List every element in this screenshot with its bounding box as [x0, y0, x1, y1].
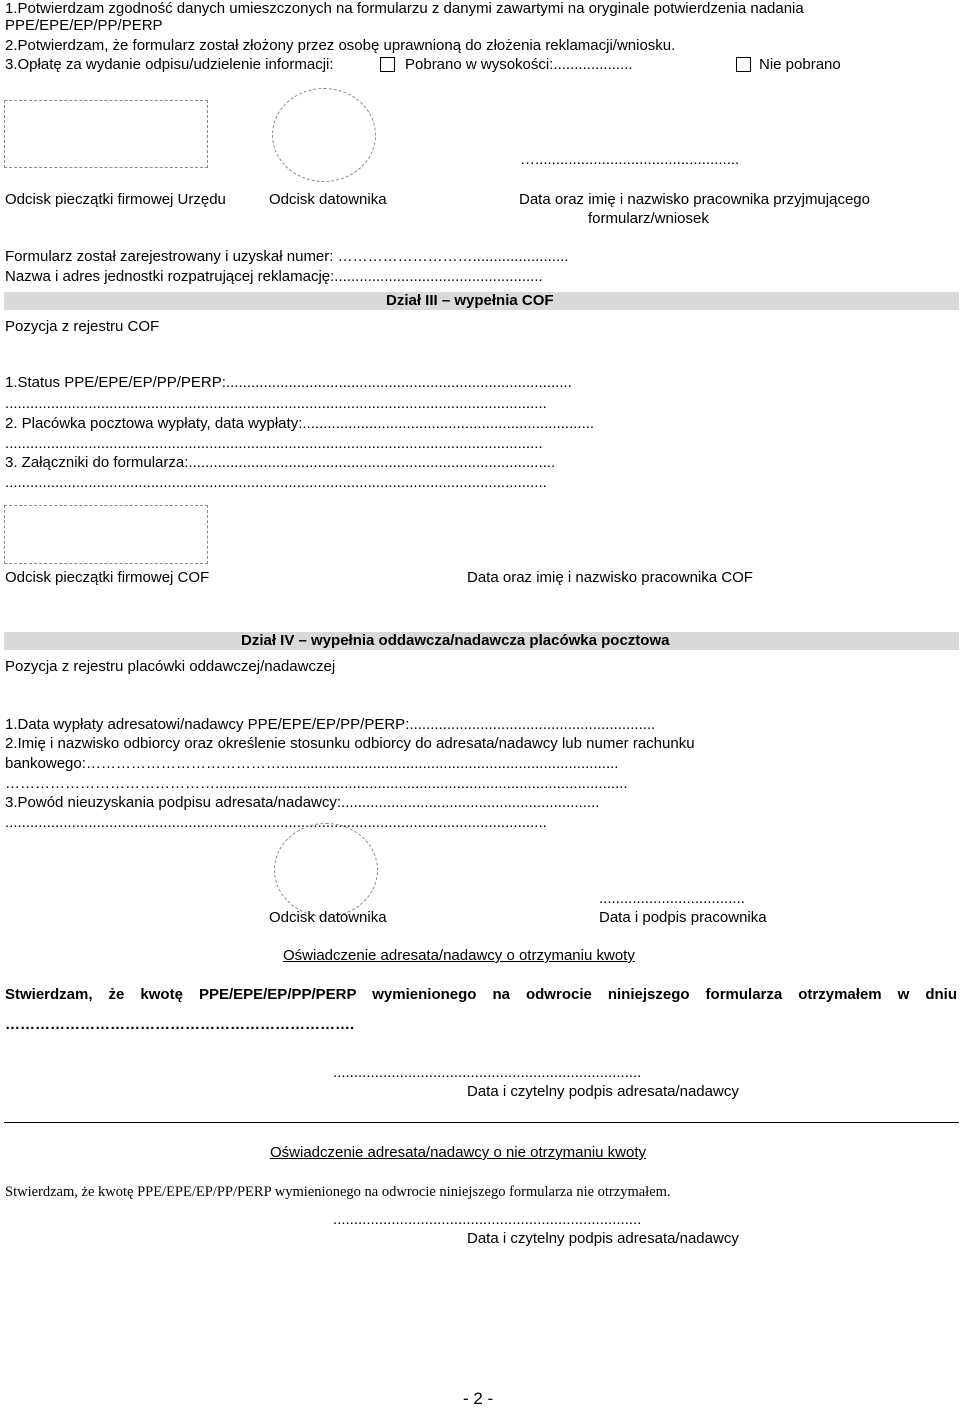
employee-sign-label: Data i podpis pracownika: [599, 909, 767, 926]
section-4-title: Dział IV – wypełnia oddawcza/nadawcza placówka pocztowa: [241, 632, 670, 649]
nonreceipt-sign-label: Data i czytelny podpis adresata/nadawcy: [467, 1230, 739, 1247]
no-signature-reason-cont[interactable]: ..................................................................................................................................: [5, 814, 547, 831]
payout-office-field[interactable]: 2. Placówka pocztowa wypłaty, data wypłaty:......................................................................: [5, 415, 595, 432]
receipt-sign-label: Data i czytelny podpis adresata/nadawcy: [467, 1083, 739, 1100]
fee-not-collected-checkbox[interactable]: [736, 57, 751, 72]
section-3-title: Dział III – wypełnia COF: [386, 292, 554, 309]
fee-collected-checkbox[interactable]: [380, 57, 395, 72]
attachments-field[interactable]: 3. Załączniki do formularza:........................................................................................: [5, 454, 556, 471]
fee-not-collected-label: Nie pobrano: [759, 56, 841, 73]
confirm-data-line: 1.Potwierdzam zgodność danych umieszczonych na formularzu z danymi zawartymi na oryginale potwierdzenia nadania: [5, 0, 804, 17]
datestamp-circle: [272, 88, 376, 182]
nonreceipt-statement-text: Stwierdzam, że kwotę PPE/EPE/EP/PP/PERP wymienionego na odwrocie niniejszego formularza nie otrzymałem.: [5, 1184, 671, 1200]
recipient-field-cont[interactable]: bankowego:………………………………….................................................................................: [5, 755, 619, 772]
page-number: - 2 -: [463, 1389, 494, 1408]
office-datestamp-circle: [274, 823, 378, 917]
employee-dots: ….................................................: [520, 151, 740, 168]
fee-line-label: 3.Opłatę za wydanie odpisu/udzielenie informacji:: [5, 56, 334, 73]
confirm-data-line-cont: PPE/EPE/EP/PP/PERP: [5, 17, 163, 34]
recipient-field-cont2[interactable]: ……………………………………...................................................................................................: [5, 775, 628, 792]
receipt-statement-text: Stwierdzam, że kwotę PPE/EPE/EP/PP/PERP wymienionego na odwrocie niniejszego formularza otrzymałem w dniu: [5, 986, 957, 1003]
office-stamp-label: Odcisk pieczątki firmowej Urzędu: [5, 191, 226, 208]
status-field[interactable]: 1.Status PPE/EPE/EP/PP/PERP:...................................................................................: [5, 374, 572, 391]
payout-date-field[interactable]: 1.Data wypłaty adresatowi/nadawcy PPE/EPE/EP/PP/PERP:...........................................................: [5, 716, 656, 733]
attachments-field-cont[interactable]: ..................................................................................................................................: [5, 474, 547, 491]
office-registry-label: Pozycja z rejestru placówki oddawczej/nadawczej: [5, 658, 336, 675]
office-datestamp-label: Odcisk datownika: [269, 909, 387, 926]
fee-collected-label: Pobrano w wysokości:...................: [405, 56, 633, 73]
employee-sign-dots: ...................................: [599, 890, 745, 907]
payout-office-field-cont[interactable]: .................................................................................................................................: [5, 435, 543, 452]
confirm-authorized-line: 2.Potwierdzam, że formularz został złożony przez osobę uprawnioną do złożenia reklamacji/wniosku.: [5, 37, 676, 54]
receipt-statement-title: Oświadczenie adresata/nadawcy o otrzymaniu kwoty: [283, 947, 635, 964]
registration-number-field[interactable]: Formularz został zarejestrowany i uzyskał numer: ……………………….......................: [5, 248, 569, 265]
cof-stamp-box: [4, 505, 208, 564]
cof-stamp-label: Odcisk pieczątki firmowej COF: [5, 569, 210, 586]
employee-label-cont: formularz/wniosek: [588, 210, 709, 227]
receipt-sign-dots: ..........................................................................: [333, 1064, 642, 1081]
recipient-field[interactable]: 2.Imię i nazwisko odbiorcy oraz określenie stosunku odbiorcy do adresata/nadawcy lub numer rachunku: [5, 735, 695, 752]
nonreceipt-statement-title: Oświadczenie adresata/nadawcy o nie otrzymaniu kwoty: [270, 1144, 647, 1161]
status-field-cont[interactable]: ..................................................................................................................................: [5, 395, 547, 412]
cof-registry-label: Pozycja z rejestru COF: [5, 318, 160, 335]
separator-line: [4, 1122, 959, 1123]
no-signature-reason-field[interactable]: 3.Powód nieuzyskania podpisu adresata/nadawcy:..............................................................: [5, 794, 600, 811]
employee-label: Data oraz imię i nazwisko pracownika przyjmującego: [519, 191, 870, 208]
nonreceipt-sign-dots: ..........................................................................: [333, 1211, 642, 1228]
processing-unit-field[interactable]: Nazwa i adres jednostki rozpatrującej reklamację:..................................................: [5, 268, 543, 285]
datestamp-label: Odcisk datownika: [269, 191, 387, 208]
cof-employee-label: Data oraz imię i nazwisko pracownika COF: [467, 569, 753, 586]
receipt-date-field[interactable]: …………………………………………………………….: [5, 1016, 355, 1033]
office-stamp-box: [4, 100, 208, 168]
